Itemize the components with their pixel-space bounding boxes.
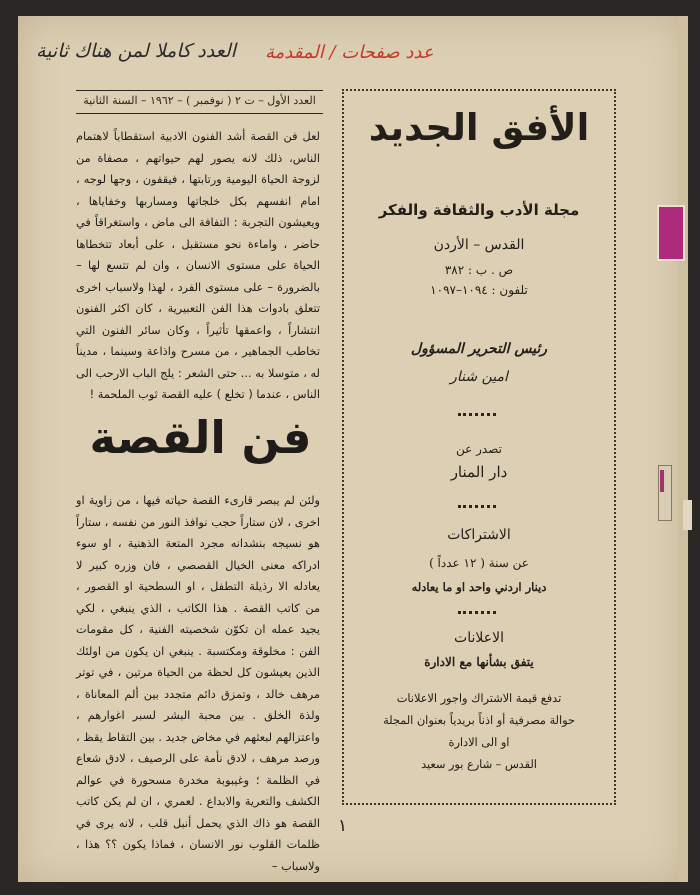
- page-edge: [678, 16, 688, 882]
- editor-label: رئيس التحرير المسؤول: [410, 341, 548, 357]
- issue-rule-top: [76, 90, 323, 91]
- editor-name: امين شنار: [450, 369, 508, 385]
- publisher-name: دار المنار: [450, 463, 508, 481]
- magazine-title: الأفق الجديد: [368, 106, 590, 149]
- page-tab-mark: [660, 470, 664, 492]
- subscriptions-price: دينار اردني واحد او ما يعادله: [411, 580, 547, 594]
- magazine-subtitle: مجلة الأدب والثقافة والفكر: [378, 201, 580, 219]
- payment-info: [352, 688, 606, 776]
- handwritten-note-black: العدد كاملا لمن هناك ثانية: [36, 40, 236, 62]
- page-number: ١: [338, 816, 348, 836]
- payment-line: حوالة مصرفية أو اذناً بريدياً بعنوان المجلة: [383, 714, 575, 727]
- page-tab-bottom: [683, 500, 692, 530]
- published-by-label: تصدر عن: [456, 442, 502, 456]
- article-paragraph-1: لعل فن القصة أشد الفنون الادبية استقطاباً لاهتمام الناس، ذلك لانه يصور لهم حيواتهم ، مصفاة من لزوجة الحياة اليومية ورتابتها ، فيقفون ، وجها لوجه ، امام انفسهم بكل خلجاتها ومساربها وخفاياها ، ويعيشون التجربة : التفافة الى ماض ، واستغراقاً في حاضر ، واماءة نحو مستقبل ، على أبعاد تتخطاها الحياة على مستوى الانسان ، وان لم تتسع لها – بالضرورة – على مستوى الفرد ، لهذا ولاسباب اخرى تتعلق بادوات هذا الفن التعبيرية ، كان اكثر الفنون انتشاراً ، واعمقها تأثيراً ، وكان سائر الفنون التي تخاطب الجماهير ، من مسرح واذاعة وسينما ، مديناً له ، متوسلا به ... حتى الشعر : يلج الباب الارحب الى الناس ، عندما ( تخلع ) عليه القصة ثوب الملحمة !: [76, 130, 320, 401]
- payment-line: القدس – شارع بور سعيد: [421, 758, 537, 771]
- subscriptions-heading: الاشتراكات: [447, 527, 511, 543]
- payment-line: تدفع قيمة الاشتراك واجور الاعلانات: [396, 692, 562, 705]
- article-title: فن القصة: [89, 411, 312, 464]
- dotted-separator: [458, 413, 496, 416]
- phone-numbers: تلفون : ١٠٩٤–١٠٩٧: [430, 283, 528, 297]
- issue-line: العدد الأول – ت ٢ ( نوفمبر ) – ١٩٦٢ – السنة الثانية: [83, 94, 316, 107]
- pink-page-tab: [657, 205, 685, 261]
- dotted-separator: [458, 505, 496, 508]
- ads-heading: الاعلانات: [454, 630, 504, 646]
- handwritten-note-red: عدد صفحات / المقدمة: [265, 42, 434, 63]
- masthead-box: [342, 89, 616, 805]
- po-box: ص . ب : ٣٨٢: [444, 263, 514, 277]
- magazine-city: القدس – الأردن: [433, 237, 525, 253]
- subscriptions-period: عن سنة ( ١٢ عدداً ): [429, 556, 529, 570]
- article-paragraph-2: ولئن لم يبصر قارىء القصة حياته فيها ، من زاوية او اخرى ، لان ستاراً حجب نوافذ النور من نفسه ، ستاراً هو نسيجه بنشدانه مجرد المتعة الذهنية ، او سوء ادراكه معنى الخيال القصصي ، فان وزره كبير لا يعادله الا رذيلة التطفل ، او السطحية او القصور ، من كاتب القصة . هذا الكاتب ، الذي ينبغي ، لكي يجيد عمله ان تكوّن شخصيته الفنية ، كل مقومات الفن : مخلوقة ومكتسبة . ينبغي ان يكون من اولئك الذين يعيشون كل لحظة من الحياة مرتين ، في توتر مرهف خالد ، وتمزق دائم متجدد بين ألم المعاناة ، ولذة الخلق . بين محبة البشر لسبر اغوارهم ، واعتزالهم لبعثهم في مخاض جديد . بين التقاط يقظ ، ورصد مرهف ، لادق نأمة على الرصيف ، لادق شعاع في الظلمة ؛ وغيبوبة مخدرة مسحورة في عوالم الكشف والتعرية والابداع . لعمري ، ان لم يكن كاتب القصة هو ذاك الذي يحمل أنبل قلب ، لانه يرى في ظلمات القلوب نور الانسان ، فماذا يكون ؟؟ هذا ، ولاسباب –: [76, 494, 320, 873]
- ads-text: يتفق بشأنها مع الادارة: [424, 655, 534, 669]
- dotted-separator: [458, 611, 496, 614]
- issue-rule-bottom: [76, 113, 323, 114]
- payment-line: او الى الادارة: [448, 736, 510, 749]
